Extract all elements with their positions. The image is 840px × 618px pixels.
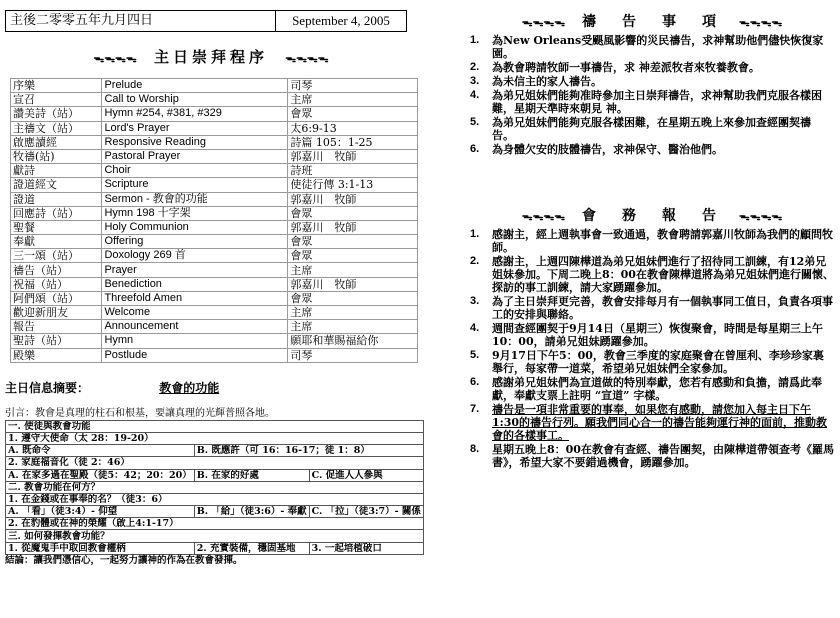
order-of-worship-heading: 主日崇拜程序	[153, 48, 268, 66]
order-of-worship-table	[10, 78, 418, 363]
left-column	[5, 10, 421, 567]
program-row	[11, 93, 418, 107]
program-row	[11, 178, 418, 192]
outline-cell: 2. 在豹體或在神的榮耀（啟上4:1-17）	[6, 518, 424, 530]
announcement-item-text: 感謝弟兄姐妹們為宣道做的特別奉獻，您若有感動和負擔，請爲此奉獻，奉獻支票上註明 “宣道” 字樣。	[492, 376, 822, 402]
outline-row	[6, 542, 424, 554]
prayer-item-number: 5.	[470, 116, 480, 128]
program-row	[11, 121, 418, 135]
prayer-item	[470, 34, 824, 60]
outline-cell: 2. 家庭福音化（徒 2：46）	[6, 457, 424, 469]
program-item-english: Postlude	[102, 348, 288, 362]
program-item-chinese: 阿們頌（站）	[11, 291, 102, 305]
program-item-leader: 郭嘉川 牧師	[288, 149, 418, 163]
outline-cell: 1. 在金錢或在事奉的名？（徒3：6）	[6, 493, 424, 505]
program-item-chinese: 殿樂	[11, 348, 102, 362]
prayer-item	[470, 61, 824, 74]
program-item-leader: 願耶和華賜福給你	[288, 334, 418, 348]
program-item-chinese: 聖詩（站）	[11, 334, 102, 348]
program-row	[11, 334, 418, 348]
sermon-summary-label: 主日信息摘要：	[5, 380, 90, 395]
program-item-chinese: 禱告（站）	[11, 263, 102, 277]
program-row	[11, 206, 418, 220]
outline-row	[6, 530, 424, 542]
prayer-item-text: 為New Orleans受颶風影響的災民禱告，求神幫助他們儘快恢復家園。	[492, 34, 824, 60]
outline-row	[6, 469, 424, 481]
program-item-leader: 會眾	[288, 107, 418, 121]
program-item-leader: 主席	[288, 93, 418, 107]
prayer-item-text: 為未信主的家人禱告。	[492, 75, 602, 88]
program-item-leader: 司琴	[288, 79, 418, 93]
prayer-item	[470, 75, 824, 88]
announcement-item	[470, 349, 834, 375]
program-item-english: Sermon - 教會的功能	[102, 192, 288, 206]
outline-row	[6, 457, 424, 469]
program-row	[11, 235, 418, 249]
prayer-decor-left: ᯓᯓᯓᯓ	[521, 16, 566, 29]
program-row	[11, 291, 418, 305]
outline-cell: A. 既命令	[6, 445, 195, 457]
prayer-item	[470, 89, 824, 115]
announcement-item	[470, 443, 834, 469]
program-item-chinese: 讚美詩（站）	[11, 107, 102, 121]
outline-row	[6, 493, 424, 505]
program-item-leader: 會眾	[288, 291, 418, 305]
program-row	[11, 263, 418, 277]
program-item-chinese: 三一頌（站）	[11, 249, 102, 263]
program-item-leader: 主席	[288, 320, 418, 334]
right-column	[470, 10, 834, 470]
program-item-english: Call to Worship	[102, 93, 288, 107]
prayer-item-number: 4.	[470, 89, 480, 101]
outline-cell: 3. 一起培植破口	[309, 542, 423, 554]
announcement-item-text: 為了主日崇拜更完善，教會安排每月有一個執事同工值日，負責各項事工的安排與聯絡。	[492, 295, 833, 321]
program-item-leader: 主席	[288, 263, 418, 277]
program-item-chinese: 歡迎新朋友	[11, 306, 102, 320]
program-item-leader: 司琴	[288, 348, 418, 362]
announcements-title	[470, 204, 834, 228]
program-row	[11, 320, 418, 334]
program-item-english: Doxology 269 首	[102, 249, 288, 263]
prayer-item-number: 1.	[470, 34, 480, 46]
program-item-english: Prayer	[102, 263, 288, 277]
announcement-item	[470, 322, 834, 348]
outline-cell: 2. 充實裝備，穩固基地	[194, 542, 309, 554]
announcements-heading: 會 務 報 告	[582, 208, 722, 224]
outline-cell: A. 「看」（徒3:4）- 仰望	[6, 506, 195, 518]
outline-cell: 三. 如何發揮教會功能？	[6, 530, 424, 542]
outline-cell: C. 「拉」（徒3:7）- 關係	[309, 506, 423, 518]
announcement-item-number: 2.	[470, 255, 480, 267]
program-item-chinese: 啟應讀經	[11, 135, 102, 149]
sermon-conclusion: 結論：讓我們憑信心，一起努力讓神的作為在教會發揮。	[5, 554, 243, 566]
program-item-english: Announcement	[102, 320, 288, 334]
program-item-leader: 會眾	[288, 206, 418, 220]
announcement-item-number: 1.	[470, 228, 480, 240]
outline-row	[6, 420, 424, 432]
announcement-item-text: 禱告是一項非常重要的事奉，如果您有感動，請您加入每主日下午1:30的禱告行列。願我們同心合一的禱告能夠運行神的面前，推動教會的各樣事工。	[492, 403, 828, 442]
announcement-item-text: 9月17日下午5：00，教會三季度的家庭聚會在曾厘利、李珍珍家裏舉行，每家帶一道菜，希望弟兄姐妹們全家參加。	[492, 349, 824, 375]
program-item-chinese: 祝福（站）	[11, 277, 102, 291]
program-item-english: Holy Communion	[102, 220, 288, 234]
outline-row	[6, 445, 424, 457]
outline-cell: C. 促進人人參與	[309, 469, 423, 481]
outline-cell: 1. 從魔鬼手中取回教會權柄	[6, 542, 195, 554]
program-item-english: Lord's Prayer	[102, 121, 288, 135]
announcement-item-number: 5.	[470, 349, 480, 361]
outline-row	[6, 481, 424, 493]
program-item-english: Offering	[102, 235, 288, 249]
announcement-item-text: 週間查經團契于9月14日（星期三）恢復聚會，時間是每星期三上午10：00，請弟兄姐妹踴躍參加。	[492, 322, 823, 348]
program-item-leader: 主席	[288, 306, 418, 320]
announcements-list	[470, 228, 834, 469]
program-item-leader: 郭嘉川 牧師	[288, 277, 418, 291]
announcement-item-text: 感謝主，經上週執事會一致通過，教會聘請郭嘉川牧師為我們的顧問牧師。	[492, 228, 833, 254]
prayer-item-text: 為弟兄姐妹們能夠克服各樣困難，在星期五晚上來參加查經團契禱告。	[492, 116, 811, 142]
program-item-chinese: 報告	[11, 320, 102, 334]
title-decor-left: ᯓᯓᯓᯓ	[93, 52, 137, 65]
announcement-item	[470, 295, 834, 321]
program-item-english: Benediction	[102, 277, 288, 291]
program-row	[11, 149, 418, 163]
announcement-item-number: 3.	[470, 295, 480, 307]
program-item-leader: 會眾	[288, 235, 418, 249]
program-row	[11, 135, 418, 149]
program-item-chinese: 回應詩（站）	[11, 206, 102, 220]
outline-cell: 一. 使徒與教會功能	[6, 420, 424, 432]
program-row	[11, 79, 418, 93]
program-row	[11, 220, 418, 234]
program-item-chinese: 宣召	[11, 93, 102, 107]
prayer-items-heading: 禱 告 事 項	[582, 14, 722, 30]
outline-cell: 二. 教會功能在何方？	[6, 481, 424, 493]
announcement-item-text: 星期五晚上8：00在教會有查經、禱告團契，由陳樺道帶領查考《羅馬書》，希望大家不要錯過機會，踴躍參加。	[492, 443, 834, 469]
prayer-decor-right: ᯓᯓᯓᯓ	[738, 16, 783, 29]
program-item-leader: 太6:9-13	[288, 121, 418, 135]
sermon-summary-title: 教會的功能	[159, 380, 220, 395]
program-row	[11, 306, 418, 320]
program-item-english: Prelude	[102, 79, 288, 93]
prayer-item-text: 為教會聘請牧師一事禱告，求 神差派牧者來牧養教會。	[492, 61, 760, 74]
program-row	[11, 164, 418, 178]
program-item-english: Pastoral Prayer	[102, 149, 288, 163]
order-of-worship-title	[5, 44, 417, 70]
prayer-items-list	[470, 34, 824, 156]
program-item-english: Responsive Reading	[102, 135, 288, 149]
outline-cell: B. 既應許（可 16：16-17；徒 1：8）	[194, 445, 423, 457]
outline-cell: 1. 遵守大使命（太 28：19-20）	[6, 432, 424, 444]
program-item-chinese: 奉獻	[11, 235, 102, 249]
prayer-items-title	[470, 10, 834, 34]
prayer-item	[470, 143, 824, 156]
date-header	[5, 10, 407, 32]
program-item-chinese: 聖餐	[11, 220, 102, 234]
sermon-outline-table	[5, 420, 424, 555]
program-item-chinese: 主禱文（站）	[11, 121, 102, 135]
program-item-leader: 郭嘉川 牧師	[288, 192, 418, 206]
program-item-english: Hymn #254, #381, #329	[102, 107, 288, 121]
program-item-english: Threefold Amen	[102, 291, 288, 305]
program-item-english: Hymn	[102, 334, 288, 348]
outline-cell: A. 在家多過在聖殿（徒5：42；20：20）	[6, 469, 195, 481]
announcement-item-number: 8.	[470, 443, 480, 455]
sermon-intro: 引言：教會是真理的柱石和根基，要讓真理的光輝普照各地。	[5, 407, 275, 419]
date-english: September 4, 2005	[292, 13, 390, 28]
outline-cell: B. 「給」（徒3:6）- 奉獻	[194, 506, 309, 518]
announcement-item	[470, 255, 834, 294]
announcement-item-text: 感謝主，上週四陳樺道為弟兄姐妹們進行了招待同工訓練，有12弟兄姐妹參加。下周二晚上8：00在教會陳樺道將為弟兄姐妹們進行關懷、探訪的事工訓練，請大家踴躍參加。	[492, 255, 834, 294]
prayer-item	[470, 116, 824, 142]
announcement-item-number: 6.	[470, 376, 480, 388]
prayer-item-text: 為弟兄姐妹們能夠准時參加主日崇拜禱告，求神幫助我們克服各樣困難，星期天準時來朝見 神。	[492, 89, 822, 115]
prayer-item-number: 3.	[470, 75, 480, 87]
announcement-item-number: 4.	[470, 322, 480, 334]
announce-decor-left: ᯓᯓᯓᯓ	[521, 210, 566, 223]
program-item-english: Hymn 198 十字架	[102, 206, 288, 220]
program-row	[11, 277, 418, 291]
outline-row	[6, 518, 424, 530]
program-row	[11, 192, 418, 206]
prayer-item-number: 6.	[470, 143, 480, 155]
program-item-chinese: 證道	[11, 192, 102, 206]
announcement-item	[470, 228, 834, 254]
program-item-leader: 會眾	[288, 249, 418, 263]
program-item-leader: 郭嘉川 牧師	[288, 220, 418, 234]
prayer-item-number: 2.	[470, 61, 480, 73]
program-row	[11, 107, 418, 121]
program-item-leader: 詩篇 105：1-25	[288, 135, 418, 149]
program-item-leader: 使徒行傳 3:1-13	[288, 178, 418, 192]
program-item-english: Choir	[102, 164, 288, 178]
sermon-summary-header	[5, 379, 417, 395]
program-item-leader: 詩班	[288, 164, 418, 178]
program-item-chinese: 序樂	[11, 79, 102, 93]
program-item-chinese: 獻詩	[11, 164, 102, 178]
announcement-item	[470, 403, 834, 442]
program-item-chinese: 牧禱(站)	[11, 149, 102, 163]
program-item-chinese: 證道經文	[11, 178, 102, 192]
announcement-item-number: 7.	[470, 403, 480, 415]
prayer-item-text: 為身體欠安的肢體禱告，求神保守、醫治他們。	[492, 143, 723, 156]
announce-decor-right: ᯓᯓᯓᯓ	[738, 210, 783, 223]
program-item-english: Welcome	[102, 306, 288, 320]
outline-cell: B. 在家的好處	[194, 469, 309, 481]
announcement-item	[470, 376, 834, 402]
outline-row	[6, 432, 424, 444]
title-decor-right: ᯓᯓᯓᯓ	[285, 52, 329, 65]
program-row	[11, 348, 418, 362]
program-row	[11, 249, 418, 263]
outline-row	[6, 506, 424, 518]
date-chinese: 主後二零零五年九月四日	[6, 11, 276, 31]
program-item-english: Scripture	[102, 178, 288, 192]
